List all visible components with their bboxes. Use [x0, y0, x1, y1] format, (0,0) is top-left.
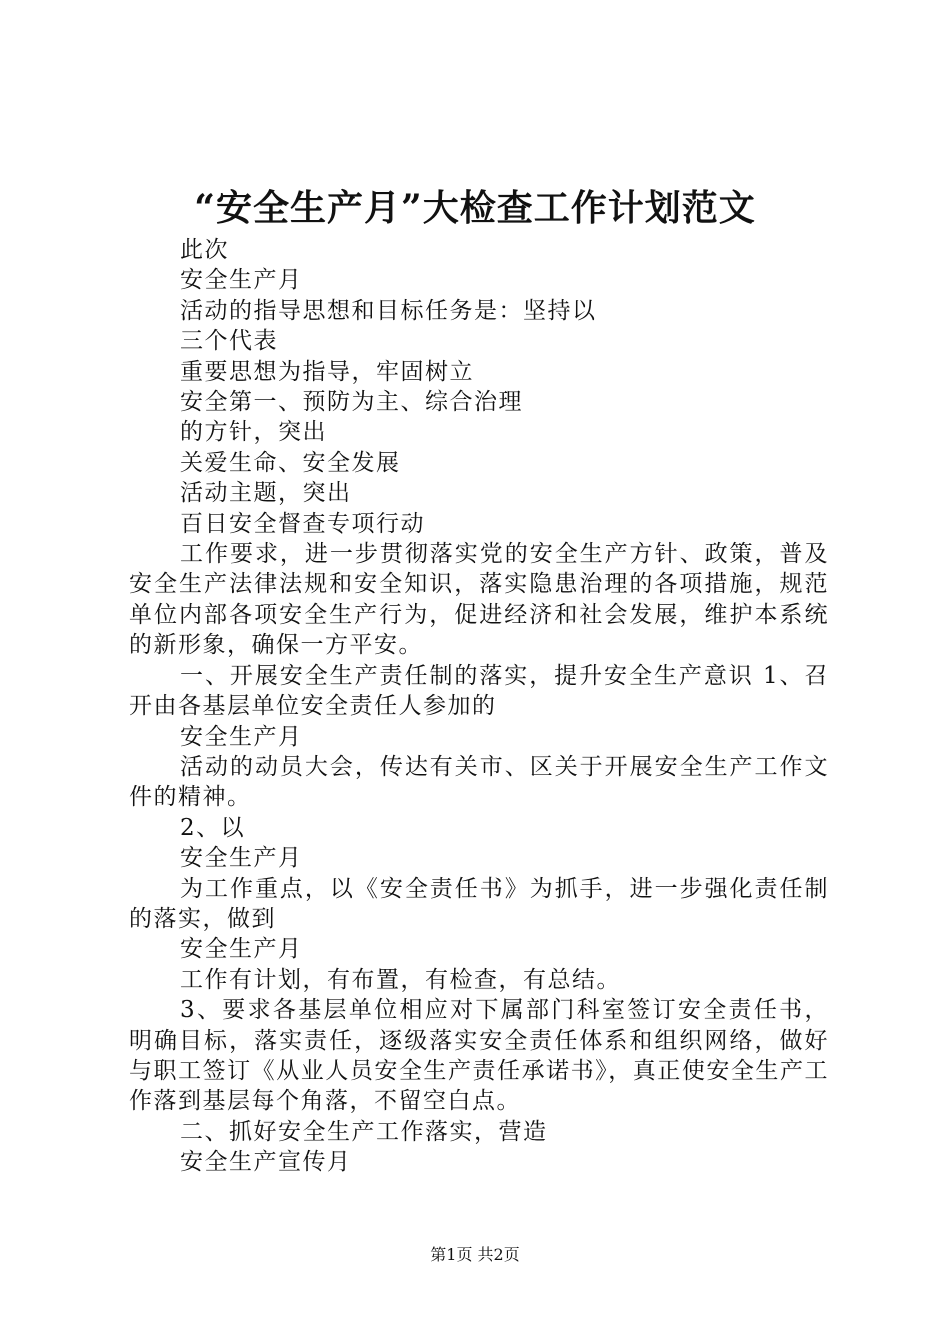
- paragraph: 活动的动员大会，传达有关市、区关于开展安全生产工作文件的精神。: [129, 753, 829, 811]
- document-title: “安全生产月”大检查工作计划范文: [194, 187, 756, 229]
- paragraph: 的方针，突出: [180, 419, 327, 446]
- paragraph: 活动主题，突出: [180, 480, 352, 507]
- paragraph: 百日安全督查专项行动: [180, 510, 425, 537]
- paragraph: 工作有计划，有布置，有检查，有总结。: [180, 966, 621, 993]
- paragraph: 重要思想为指导，牢固树立: [180, 358, 474, 385]
- paragraph: 安全生产月: [180, 723, 303, 750]
- paragraph: 安全生产宣传月: [180, 1149, 352, 1176]
- paragraph: 二、抓好安全生产工作落实，营造: [180, 1118, 548, 1145]
- paragraph: 3、要求各基层单位相应对下属部门科室签订安全责任书，明确目标，落实责任，逐级落实安全责任体系和组织网络，做好与职工签订《从业人员安全生产责任承诺书》，真正使安全生产工作落到基层每个角落，不留空白点。: [129, 997, 829, 1115]
- paragraph: 安全第一、预防为主、综合治理: [180, 389, 523, 416]
- paragraph: 为工作重点，以《安全责任书》为抓手，进一步强化责任制的落实，做到: [129, 875, 829, 932]
- paragraph: 安全生产月: [180, 845, 303, 872]
- paragraph: 三个代表: [180, 328, 278, 355]
- paragraph: 安全生产月: [180, 267, 303, 294]
- paragraph: 活动的指导思想和目标任务是：坚持以: [180, 297, 597, 324]
- document-body: [129, 235, 829, 1178]
- paragraph: 安全生产月: [180, 936, 303, 963]
- paragraph: 关爱生命、安全发展: [180, 449, 401, 476]
- page-number-footer: 第1页 共2页: [430, 1245, 520, 1264]
- paragraph: 2、以: [180, 814, 246, 841]
- paragraph: 此次: [180, 237, 229, 263]
- paragraph: 工作要求，进一步贯彻落实党的安全生产方针、政策，普及安全生产法律法规和安全知识，落实隐患治理的各项措施，规范单位内部各项安全生产行为，促进经济和社会发展，维护本系统的新形象，确保一方平安。: [129, 541, 829, 659]
- paragraph: 一、开展安全生产责任制的落实，提升安全生产意识 1、召开由各基层单位安全责任人参加的: [129, 662, 829, 720]
